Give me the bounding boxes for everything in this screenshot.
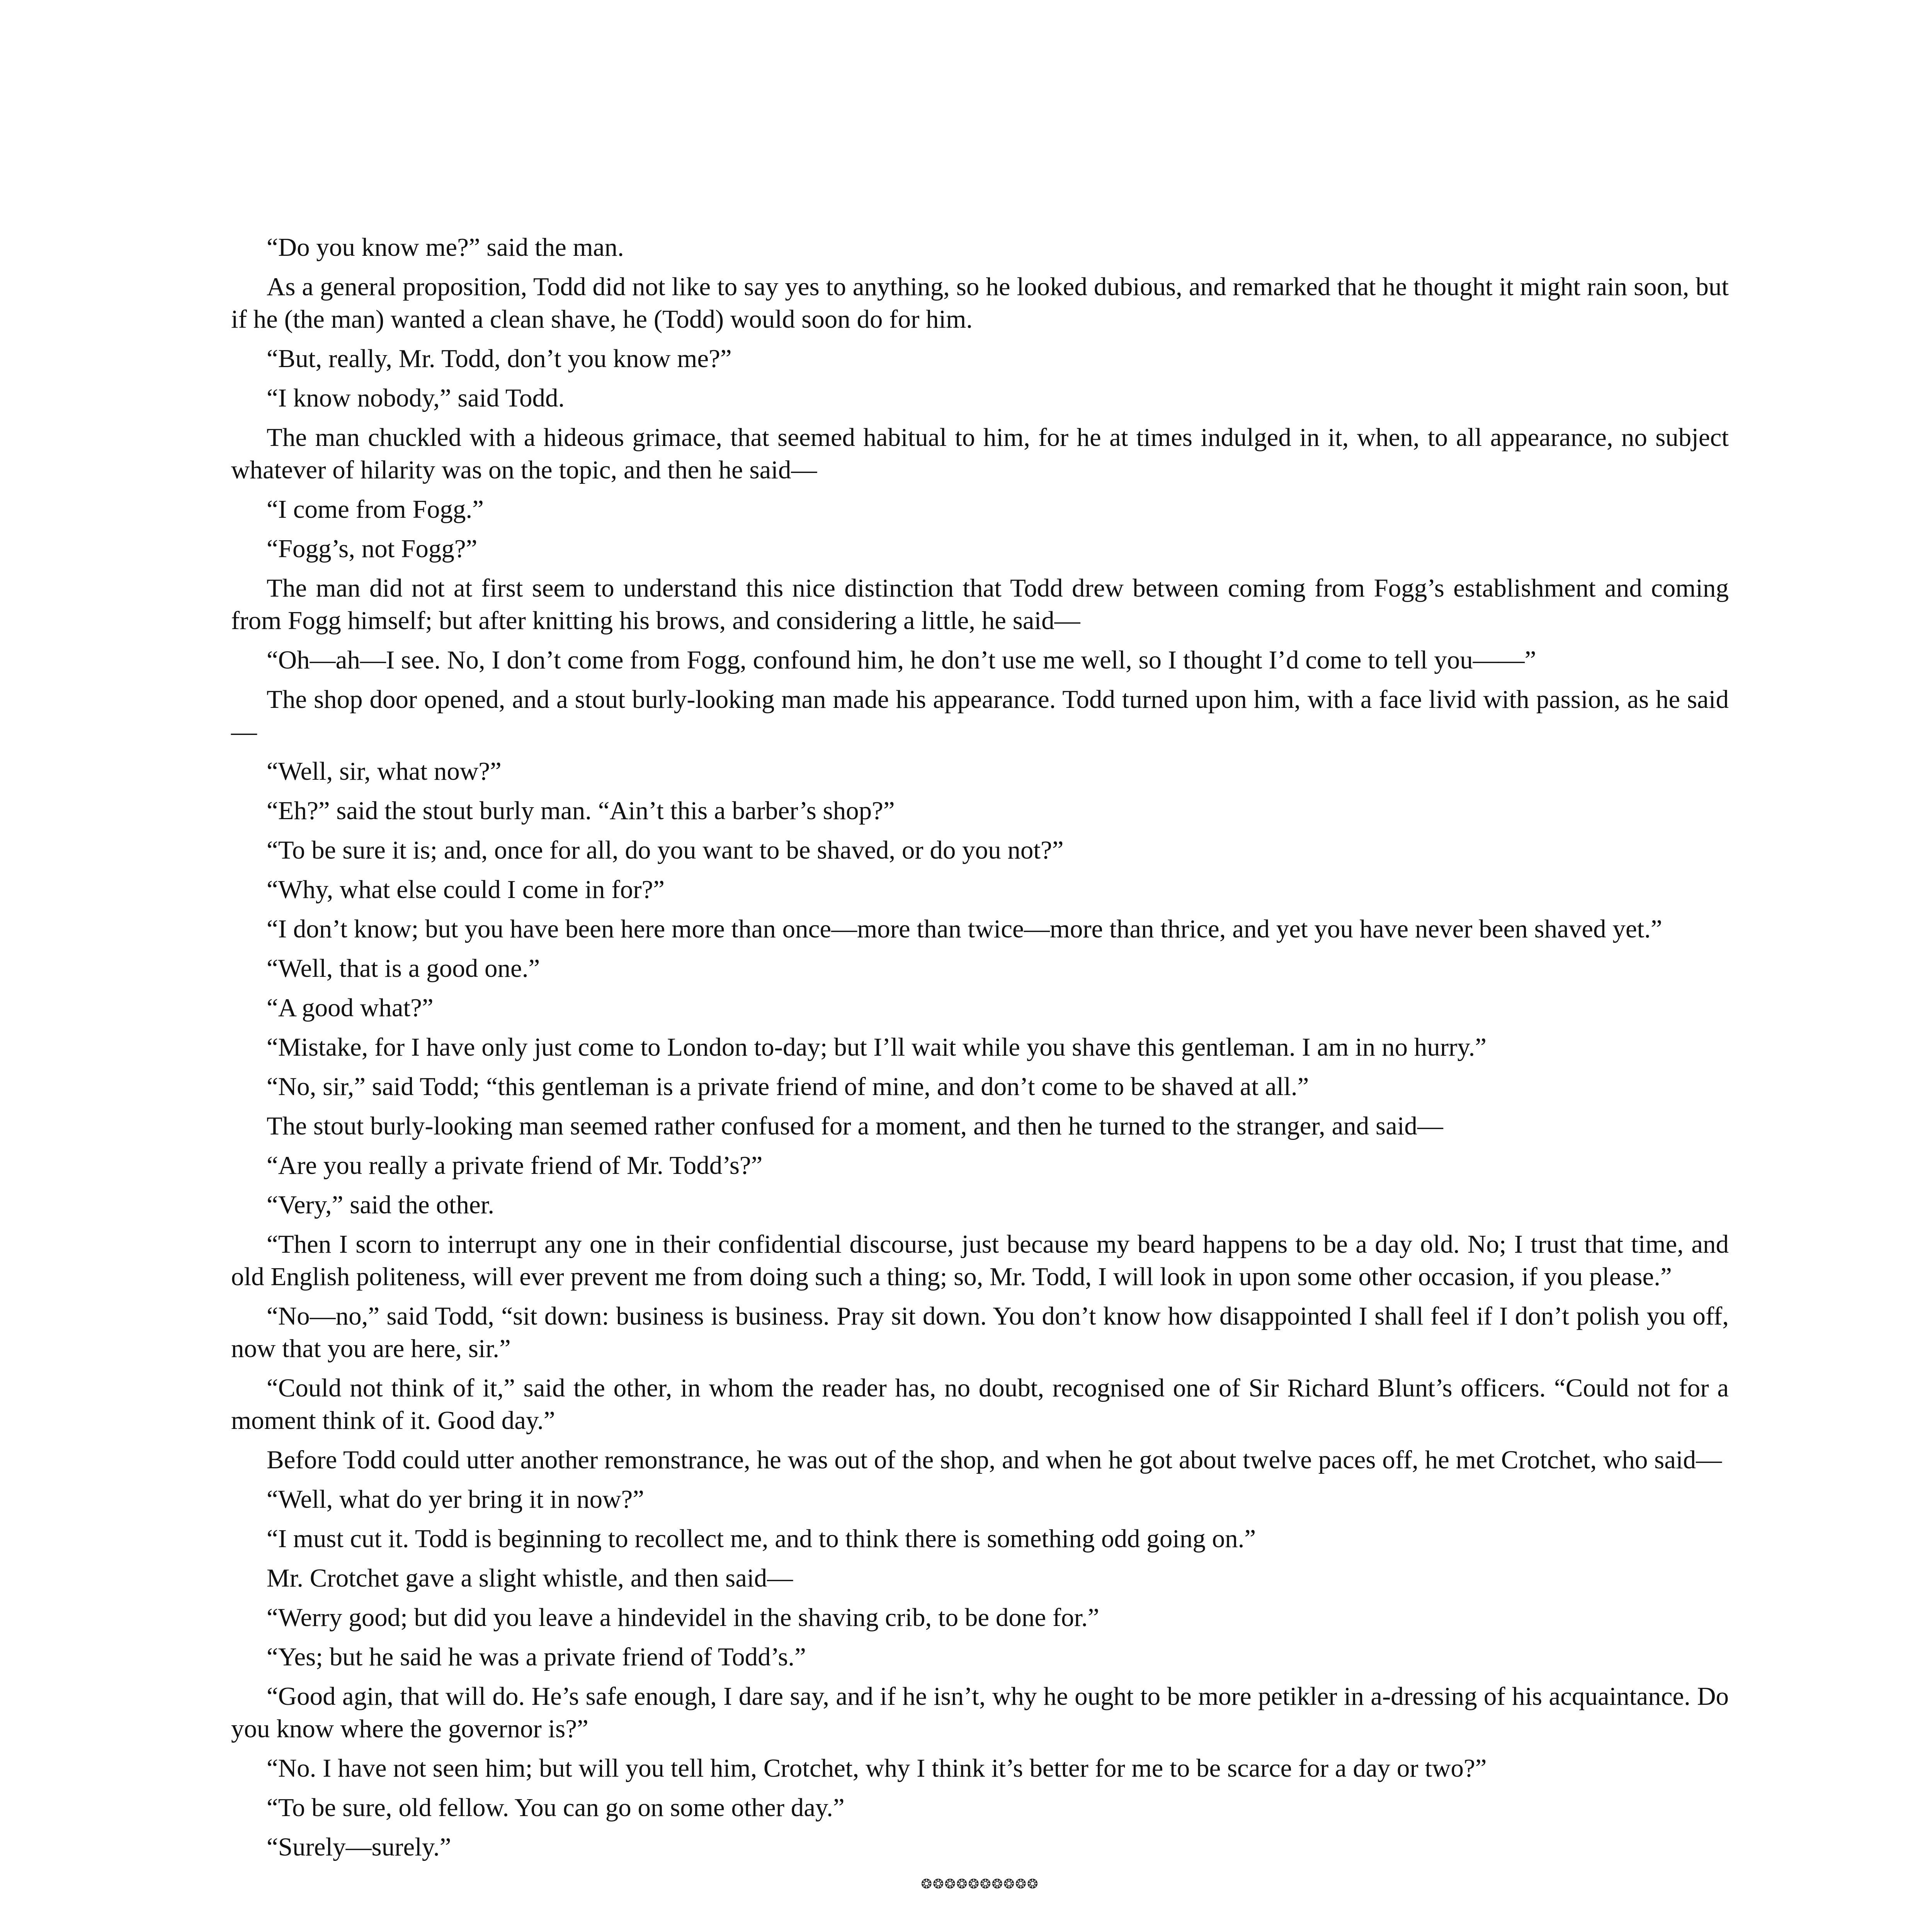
paragraph: “Good agin, that will do. He’s safe enough, I dare say, and if he isn’t, why he ought to be more petikler in a-dressing of his acquaintance. Do you know where the governor is?” <box>231 1682 1729 1743</box>
paragraph: “Yes; but he said he was a private friend of Todd’s.” <box>267 1643 806 1671</box>
paragraph: “To be sure, old fellow. You can go on some other day.” <box>267 1793 845 1822</box>
paragraph: “But, really, Mr. Todd, don’t you know me?” <box>267 344 732 373</box>
paragraph: “Then I scorn to interrupt any one in their confidential discourse, just because my beard happens to be a day old. No; I trust that time, and old English politeness, will ever prevent me from doing such a thing; so, Mr. Todd, I will look in upon some other occasion, if you please.” <box>231 1230 1729 1291</box>
paragraph: “A good what?” <box>267 993 434 1022</box>
paragraph: “Very,” said the other. <box>267 1190 495 1219</box>
paragraph: “Why, what else could I come in for?” <box>267 875 665 904</box>
paragraph: The shop door opened, and a stout burly-looking man made his appearance. Todd turned upon him, with a face livid with passion, as he said— <box>231 685 1729 746</box>
paragraph: “I don’t know; but you have been here more than once—more than twice—more than thrice, and yet you have never been shaved yet.” <box>267 915 1662 943</box>
paragraph: “No. I have not seen him; but will you tell him, Crotchet, why I think it’s better for me to be scarce for a day or two?” <box>267 1754 1487 1782</box>
paragraph: Mr. Crotchet gave a slight whistle, and then said— <box>267 1564 793 1592</box>
paragraph: “Surely—surely.” <box>267 1833 451 1861</box>
paragraph: “No—no,” said Todd, “sit down: business is business. Pray sit down. You don’t know how disappointed I shall feel if I don’t polish you off, now that you are here, sir.” <box>231 1302 1729 1363</box>
paragraph: “Werry good; but did you leave a hindevidel in the shaving crib, to be done for.” <box>267 1603 1099 1632</box>
paragraph: “I must cut it. Todd is beginning to recollect me, and to think there is something odd going on.” <box>267 1524 1256 1553</box>
paragraph: “Well, that is a good one.” <box>267 954 540 983</box>
paragraph: “Are you really a private friend of Mr. Todd’s?” <box>267 1151 763 1180</box>
paragraph: The man did not at first seem to understand this nice distinction that Todd drew between coming from Fogg’s establishment and coming from Fogg himself; but after knitting his brows, and considering a little, he said— <box>231 574 1729 635</box>
paragraph: “Could not think of it,” said the other, in whom the reader has, no doubt, recognised one of Sir Richard Blunt’s officers. “Could not for a moment think of it. Good day.” <box>231 1374 1729 1435</box>
paragraph: “Well, sir, what now?” <box>267 757 502 786</box>
text-body <box>231 231 1729 1892</box>
paragraph: “Eh?” said the stout burly man. “Ain’t this a barber’s shop?” <box>267 796 895 825</box>
paragraph: As a general proposition, Todd did not like to say yes to anything, so he looked dubious, and remarked that he thought it might rain soon, but if he (the man) wanted a clean shave, he (Todd) would soon do for him. <box>231 272 1729 333</box>
section-divider-ornament: ❂❂❂❂❂❂❂❂❂❂ <box>921 1876 1039 1892</box>
paragraph: The man chuckled with a hideous grimace, that seemed habitual to him, for he at times indulged in it, when, to all appearance, no subject whatever of hilarity was on the topic, and then he said— <box>231 423 1729 484</box>
paragraph: The stout burly-looking man seemed rather confused for a moment, and then he turned to the stranger, and said— <box>267 1112 1443 1140</box>
paragraph: “No, sir,” said Todd; “this gentleman is a private friend of mine, and don’t come to be shaved at all.” <box>267 1072 1309 1101</box>
paragraph: “Oh—ah—I see. No, I don’t come from Fogg, confound him, he don’t use me well, so I thought I’d come to tell you——” <box>267 646 1536 674</box>
paragraph: “I know nobody,” said Todd. <box>267 384 565 412</box>
paragraph: “To be sure it is; and, once for all, do you want to be shaved, or do you not?” <box>267 836 1064 864</box>
paragraph: “I come from Fogg.” <box>267 495 484 524</box>
paragraph: “Do you know me?” said the man. <box>267 233 624 262</box>
paragraph: “Well, what do yer bring it in now?” <box>267 1485 644 1514</box>
paragraph: “Mistake, for I have only just come to London to-day; but I’ll wait while you shave this gentleman. I am in no hurry.” <box>267 1033 1486 1061</box>
paragraph: Before Todd could utter another remonstrance, he was out of the shop, and when he got about twelve paces off, he met Crotchet, who said— <box>267 1446 1722 1474</box>
paragraph: “Fogg’s, not Fogg?” <box>267 534 478 563</box>
